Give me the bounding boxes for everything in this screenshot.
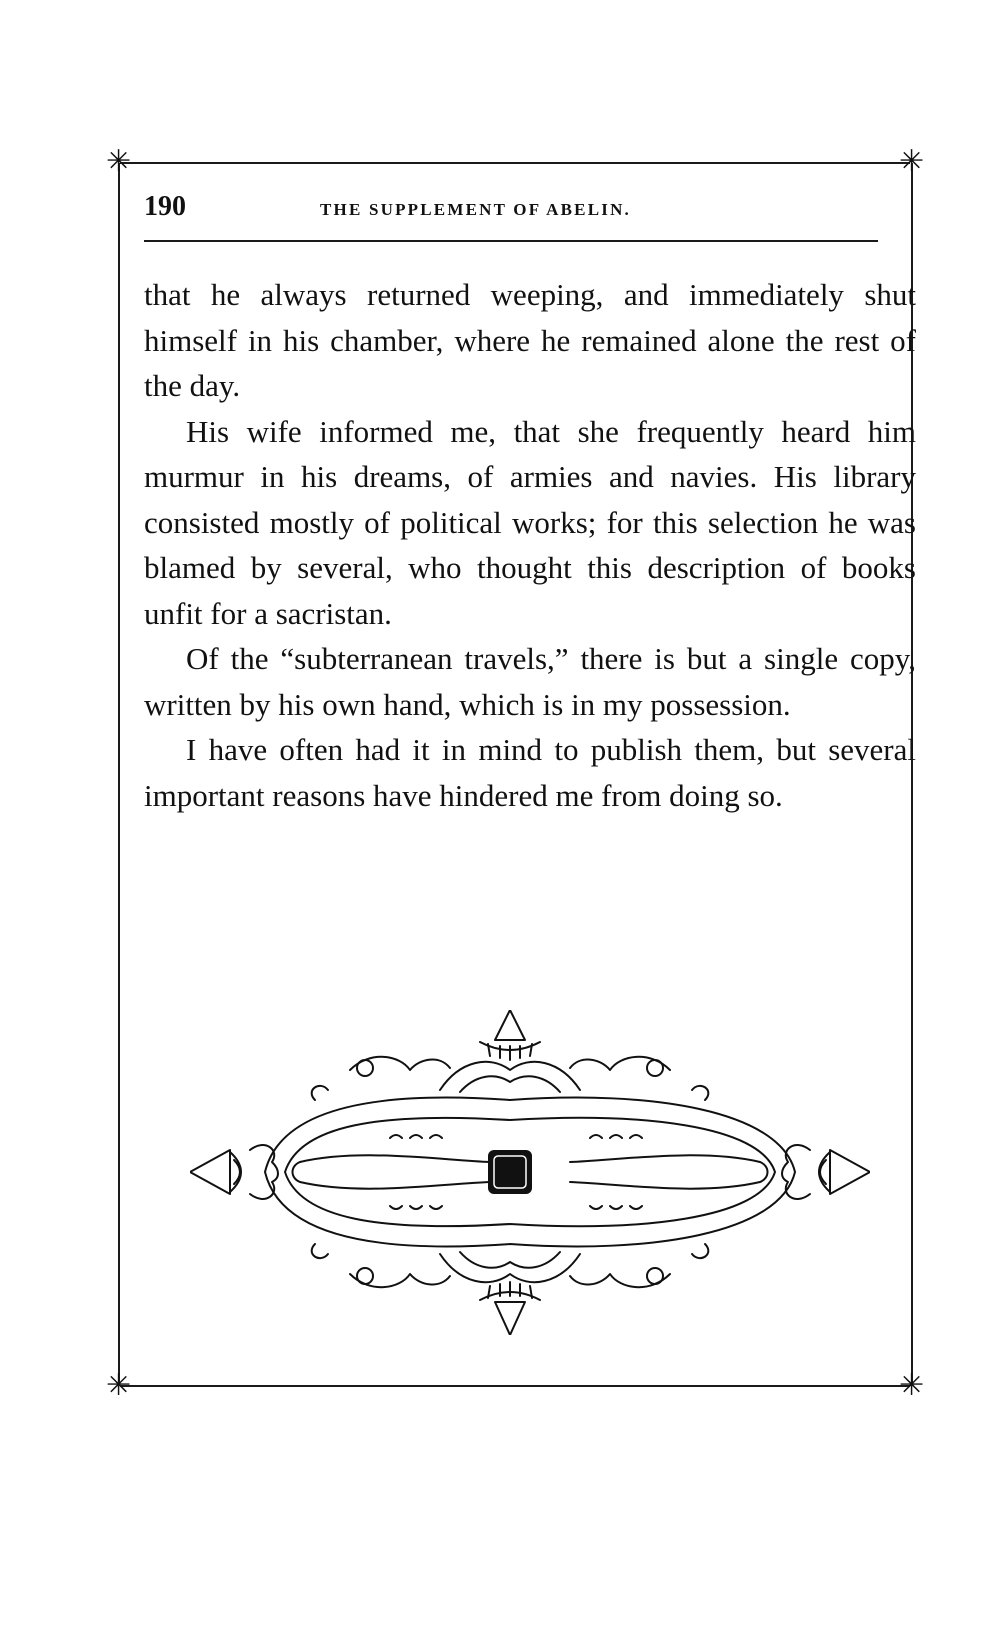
floral-ornament-icon [190,1010,870,1335]
top-right-asterisk-icon: ✳ [899,144,925,179]
running-title: THE SUPPLEMENT OF ABELIN. [320,200,631,219]
frame-left-rule [118,163,120,1386]
frame-bottom-rule [120,1385,910,1387]
frame-top-rule [120,162,910,164]
running-head [144,191,914,231]
bottom-left-asterisk-icon: ✳ [106,1368,132,1403]
body-text [144,272,916,818]
paragraph-1: that he always returned weeping, and immediately shut himself in his chamber, where he remained alone the rest of the day. [144,277,916,403]
paragraph-2: His wife informed me, that she frequently heard him murmur in his dreams, of armies and navies. His library consisted mostly of political works; for this selection he was blamed by several, who thought this description of books unfit for a sacristan. [144,413,916,631]
paragraph-3: Of the “subterranean travels,” there is but a single copy, written by his own hand, which is in my possession. [144,641,916,722]
top-left-asterisk-icon: ✳ [106,144,132,179]
page-number: 190 [144,191,186,222]
header-rule [144,240,878,242]
paragraph-4: I have often had it in mind to publish them, but several important reasons have hindered me from doing so. [144,732,916,813]
bottom-right-asterisk-icon: ✳ [899,1368,925,1403]
